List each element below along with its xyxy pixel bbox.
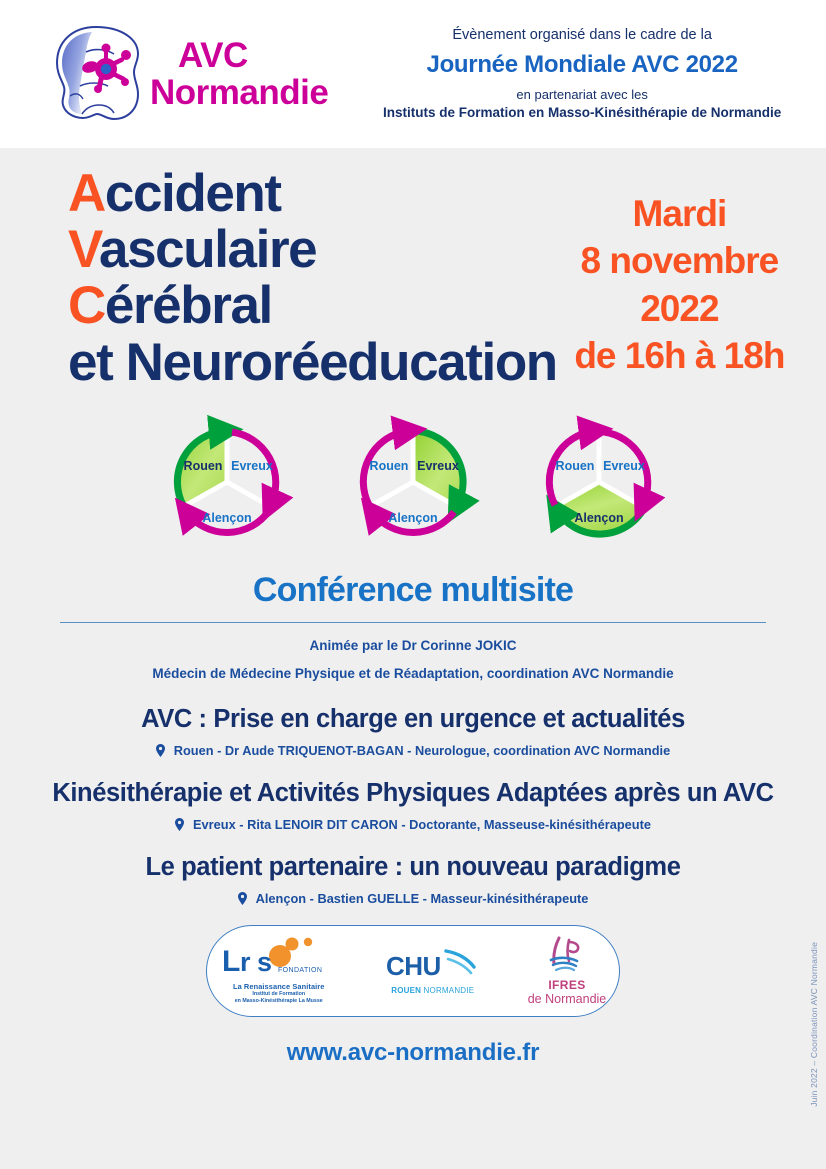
- svg-text:FONDATION: FONDATION: [277, 966, 323, 974]
- title-line-neuroreeducation: et Neuroréeducation: [68, 332, 557, 392]
- conference-host: Animée par le Dr Corinne JOKIC: [309, 637, 517, 653]
- site-circle-alencon-graphic: [524, 407, 674, 557]
- talk-title: Kinésithérapie et Activités Physiques Adaptées après un AVC: [52, 778, 774, 807]
- talk-meta-text: Evreux - Rita LENOIR DIT CARON - Doctorante, Masseuse-kinésithérapeute: [193, 816, 651, 832]
- site-label-alencon: Alençon: [388, 510, 438, 525]
- talk-meta: [0, 891, 826, 906]
- title-cap-a: A: [68, 164, 105, 223]
- site-circle-rouen: [152, 407, 302, 557]
- credit-vertical-text: Juin 2022 – Coordination AVC Normandie: [809, 942, 819, 1107]
- partner-logo-lrs: [220, 937, 338, 1005]
- talk-item: [0, 777, 826, 832]
- svg-text:L: L: [221, 944, 239, 978]
- svg-text:r: r: [239, 946, 250, 977]
- event-weekday: Mardi: [632, 193, 727, 234]
- event-context-line1: Évènement organisé dans le cadre de la: [452, 27, 712, 44]
- lrs-name: La Renaissance Sanitaire: [232, 981, 325, 991]
- site-label-evreux: Evreux: [603, 458, 645, 473]
- event-name: Journée Mondiale AVC 2022: [426, 50, 738, 78]
- event-context-block: [328, 26, 796, 122]
- title-cap-c: C: [68, 276, 105, 336]
- talk-meta-text: Alençon - Bastien GUELLE - Masseur-kinésithérapeute: [255, 891, 589, 907]
- page-header: [0, 0, 826, 148]
- site-circle-alencon: [524, 407, 674, 557]
- site-label-evreux: Evreux: [231, 458, 273, 473]
- site-label-rouen: Rouen: [555, 458, 595, 473]
- conference-host-role: Médecin de Médecine Physique et de Réadaptation, coordination AVC Normandie: [152, 665, 674, 681]
- talks-list: [0, 703, 826, 906]
- svg-text:CHU: CHU: [385, 951, 441, 982]
- partner-logo-chu: [384, 947, 482, 995]
- location-pin-icon: [156, 744, 165, 757]
- lrs-logo-icon: [220, 937, 338, 981]
- event-date: 8 novembre 2022: [580, 240, 779, 329]
- ifres-name: IFRES: [548, 978, 586, 993]
- site-circle-rouen-graphic: [152, 407, 302, 557]
- talk-title: Le patient partenaire : un nouveau paradigme: [145, 852, 681, 881]
- lrs-sub-line1: Institut de Formation: [252, 990, 306, 997]
- chu-city: ROUEN: [391, 986, 422, 996]
- chu-region: NORMANDIE: [423, 986, 475, 996]
- chu-sublabel: [391, 986, 474, 995]
- site-label-alencon: Alençon: [574, 510, 624, 525]
- event-partner-institutes: Instituts de Formation en Masso-Kinésithérapie de Normandie: [382, 104, 782, 120]
- talk-item: [0, 851, 826, 906]
- ifres-sub: de Normandie: [527, 992, 607, 1007]
- brand-line-normandie: Normandie: [150, 73, 329, 112]
- title-and-date-row: [0, 148, 826, 391]
- site-label-rouen: Rouen: [183, 458, 223, 473]
- site-circle-evreux: [338, 407, 488, 557]
- title-rest-vasculaire: asculaire: [99, 220, 317, 280]
- page-title: [68, 166, 557, 391]
- site-label-evreux: Evreux: [417, 458, 459, 473]
- conference-heading: Conférence multisite: [252, 570, 574, 609]
- event-date-block: [557, 166, 796, 379]
- site-label-rouen: Rouen: [369, 458, 409, 473]
- brain-neuron-icon: [50, 22, 146, 126]
- title-rest-cerebral: érébral: [104, 276, 272, 336]
- ifres-logo-icon: [539, 936, 595, 976]
- talk-meta-text: Rouen - Dr Aude TRIQUENOT-BAGAN - Neurologue, coordination AVC Normandie: [173, 742, 671, 758]
- lrs-sub-line2: en Masso-Kinésithérapie La Musse: [234, 998, 323, 1005]
- svg-text:s: s: [256, 946, 271, 977]
- brand-wordmark: [150, 37, 328, 111]
- section-divider: [60, 622, 766, 623]
- location-pin-icon: [175, 818, 184, 831]
- partner-logo-bar: [206, 925, 620, 1017]
- event-partnership-label: en partenariat avec les: [516, 87, 648, 103]
- brand-logo-group: [50, 22, 328, 126]
- title-cap-v: V: [68, 220, 100, 280]
- chu-logo-icon: [384, 947, 482, 987]
- talk-meta: [0, 743, 826, 758]
- site-circle-evreux-graphic: [338, 407, 488, 557]
- brand-line-avc: AVC: [178, 35, 248, 75]
- talk-meta: [0, 817, 826, 832]
- website-url[interactable]: www.avc-normandie.fr: [286, 1039, 540, 1067]
- location-pin-icon: [238, 892, 247, 905]
- event-time: de 16h à 18h: [574, 335, 785, 377]
- talk-title: AVC : Prise en charge en urgence et actualités: [141, 704, 685, 733]
- site-label-alencon: Alençon: [202, 510, 252, 525]
- title-rest-accident: ccident: [104, 164, 281, 223]
- site-circles-group: [0, 407, 826, 557]
- talk-item: [0, 703, 826, 758]
- partner-logo-ifres: [528, 936, 607, 1006]
